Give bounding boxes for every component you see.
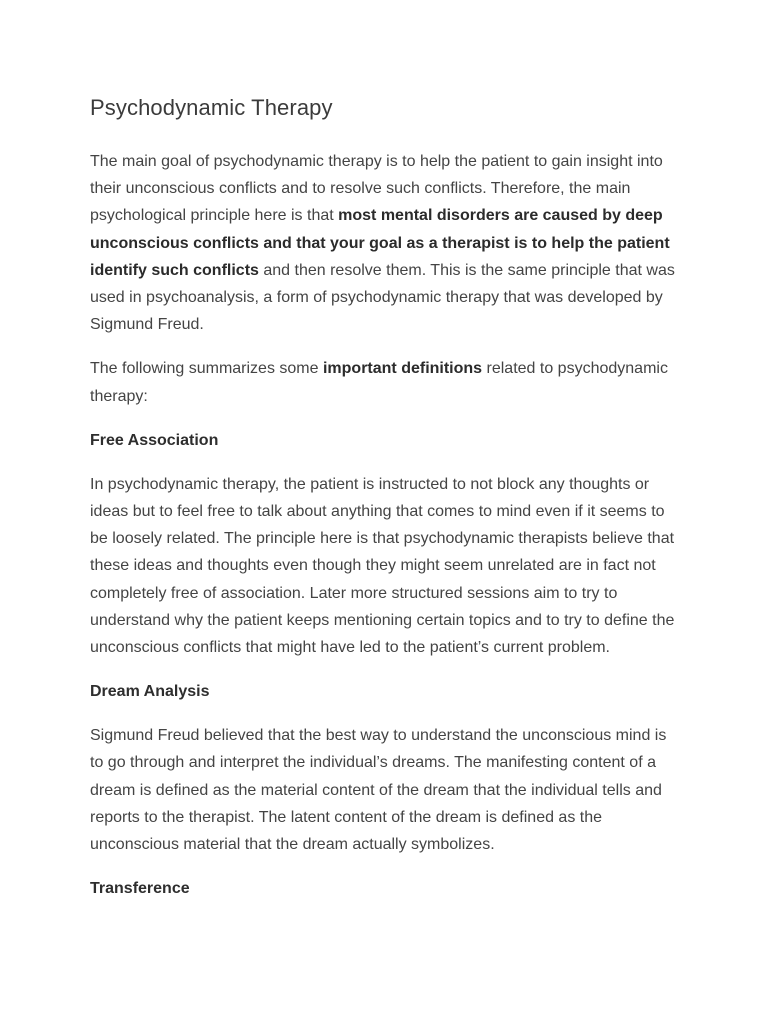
section-heading-transference: Transference <box>90 880 190 898</box>
section-heading-dream-analysis: Dream Analysis <box>90 683 210 701</box>
definitions-intro-paragraph <box>90 355 680 409</box>
section-body-free-association: In psychodynamic therapy, the patient is instructed to not block any thoughts or ideas but to feel free to talk about anything that comes to mind even if it seems to be loosely related. The principle here is that psychodynamic therapists believe that these ideas and thoughts even though they might seem unrelated are in fact not completely free of association. Later more structured sessions aim to try to understand why the patient keeps mentioning certain topics and to try to define the unconscious conflicts that might have led to the patient’s current problem. <box>90 475 675 657</box>
section-body-dream-analysis: Sigmund Freud believed that the best way to understand the unconscious mind is to go through and interpret the individual’s dreams. The manifesting content of a dream is defined as the material content of the dream that the individual tells and reports to the therapist. The latent content of the dream is defined as the unconscious material that the dream actually symbolizes. <box>90 727 667 854</box>
intro-paragraph <box>90 148 680 338</box>
section-heading-free-association: Free Association <box>90 431 219 449</box>
intro-text-start: The main goal of psychodynamic therapy is to help the patient to gain insight into their unconscious conflicts and to resolve such conflicts. Therefore, the main psychological principle here is that <box>90 153 663 225</box>
definitions-intro-end: related to psychodynamic therapy: <box>90 360 668 405</box>
definitions-intro-start: The following summarizes some <box>90 360 323 378</box>
definitions-intro-bold: important definitions <box>322 360 483 378</box>
intro-bold-text: most mental disorders are caused by deep unconscious conflicts and that your goal as a therapist is to help the patient identify such conflicts <box>90 207 670 279</box>
intro-text-end: and then resolve them. This is the same principle that was used in psychoanalysis, a form of psychodynamic therapy that was developed by Sigmund Freud. <box>90 261 675 334</box>
page-title: Psychodynamic Therapy <box>90 95 333 120</box>
